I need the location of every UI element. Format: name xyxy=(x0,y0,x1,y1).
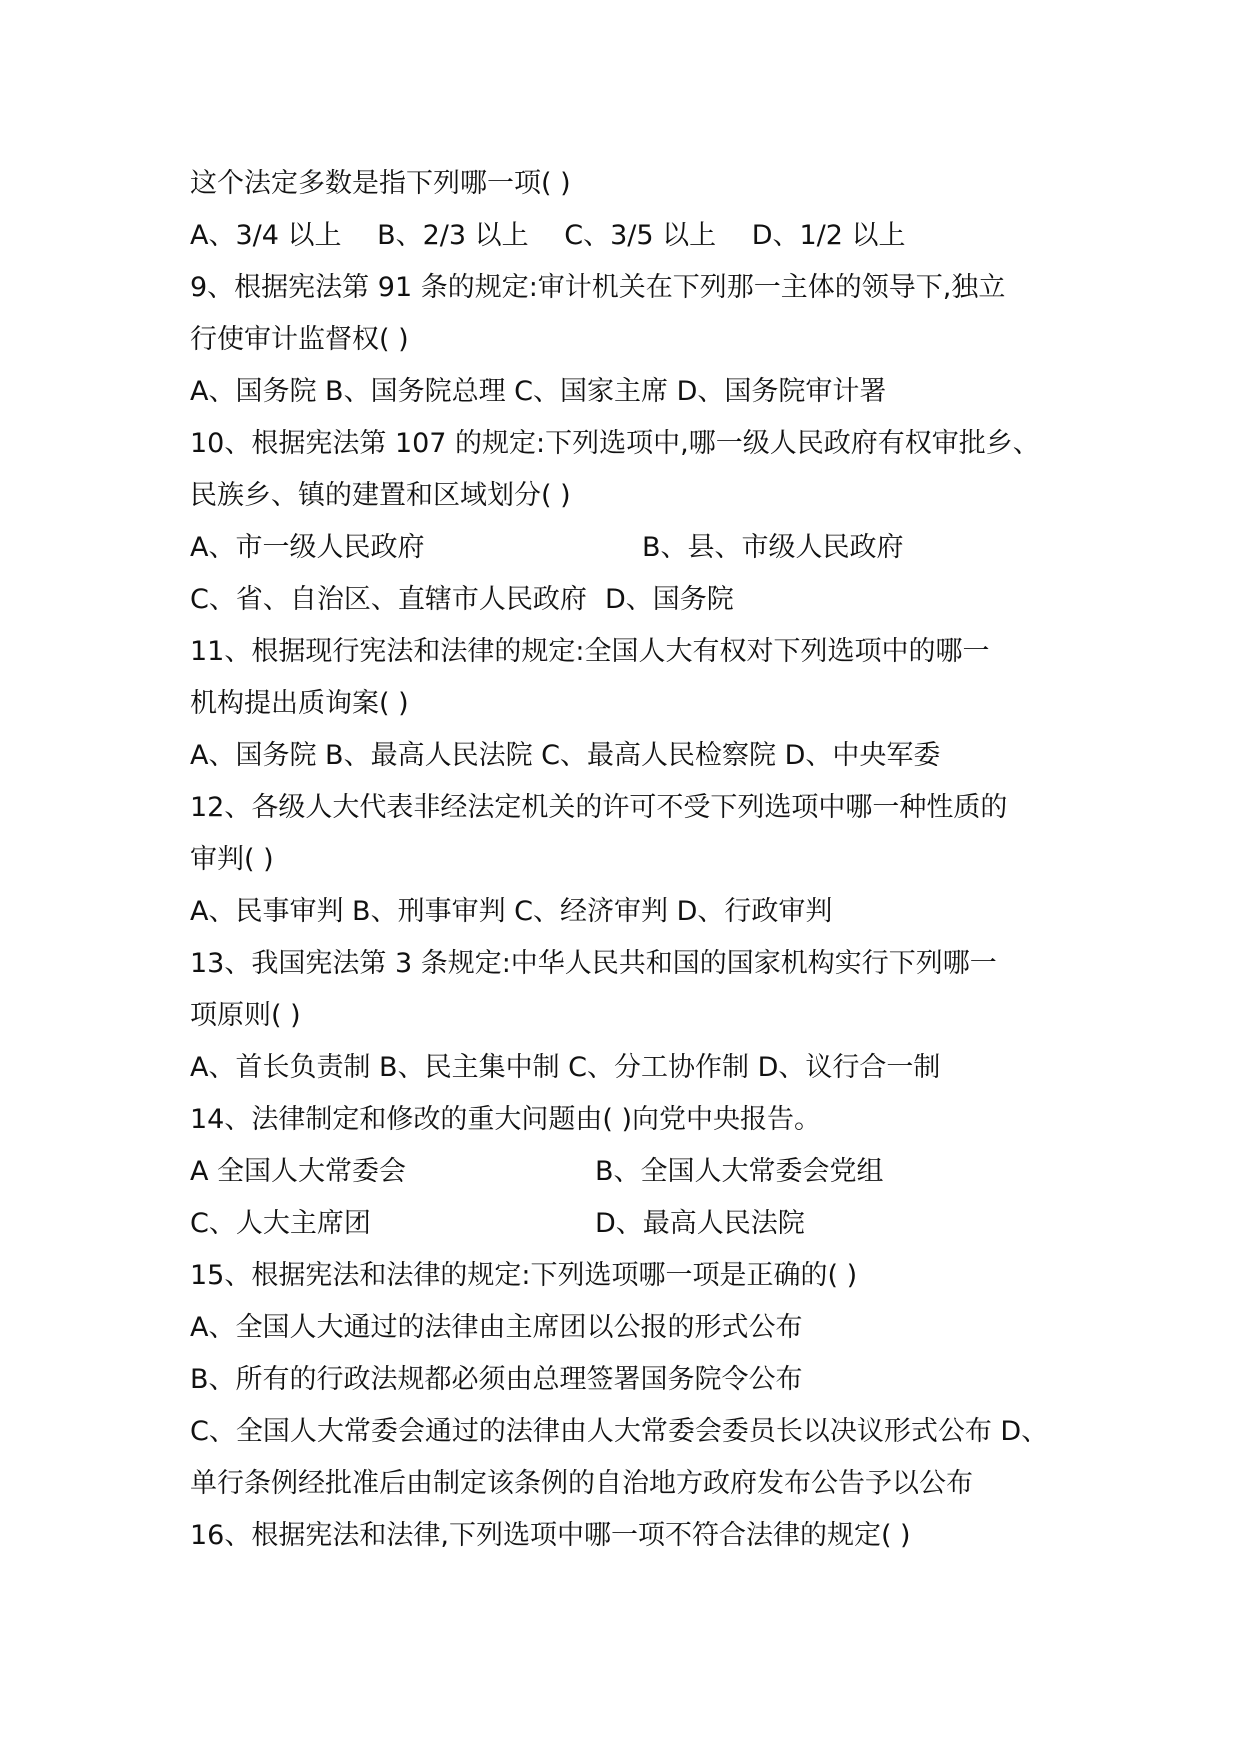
question-10-line-1: 10、根据宪法第 107 的规定:下列选项中,哪一级人民政府有权审批乡、 xyxy=(190,428,1040,459)
question-13-line-2: 项原则( ) xyxy=(190,1000,301,1031)
question-9-line-2: 行使审计监督权( ) xyxy=(190,324,409,355)
question-10-line-2: 民族乡、镇的建置和区域划分( ) xyxy=(190,480,571,511)
page-content xyxy=(190,158,1090,1562)
answer-options-line: A、民事审判 B、刑事审判 C、经济审判 D、行政审判 xyxy=(190,896,833,927)
answer-option-a: A、全国人大通过的法律由主席团以公报的形式公布 xyxy=(190,1312,803,1343)
question-12-line-1: 12、各级人大代表非经法定机关的许可不受下列选项中哪一种性质的 xyxy=(190,792,1008,823)
question-11-line-2: 机构提出质询案( ) xyxy=(190,688,409,719)
text-line: 这个法定多数是指下列哪一项( ) xyxy=(190,168,571,199)
answer-options-line: A、3/4 以上 B、2/3 以上 C、3/5 以上 D、1/2 以上 xyxy=(190,220,906,251)
option-b: B、县、市级人民政府 xyxy=(642,532,904,563)
question-9-line-1: 9、根据宪法第 91 条的规定:审计机关在下列那一主体的领导下,独立 xyxy=(190,272,1006,303)
option-c: C、人大主席团 xyxy=(190,1208,371,1239)
answer-option-b: B、所有的行政法规都必须由总理签署国务院令公布 xyxy=(190,1364,803,1395)
answer-options-line: A、国务院 B、国务院总理 C、国家主席 D、国务院审计署 xyxy=(190,376,887,407)
answer-option-d-cont: 单行条例经批准后由制定该条例的自治地方政府发布公告予以公布 xyxy=(190,1468,973,1499)
answer-options-row xyxy=(190,522,1090,574)
answer-options-row xyxy=(190,1146,1090,1198)
question-12-line-2: 审判( ) xyxy=(190,844,274,875)
question-16-line: 16、根据宪法和法律,下列选项中哪一项不符合法律的规定( ) xyxy=(190,1520,911,1551)
question-14-line: 14、法律制定和修改的重大问题由( )向党中央报告。 xyxy=(190,1104,822,1135)
answer-options-row xyxy=(190,1198,1090,1250)
option-a: A 全国人大常委会 xyxy=(190,1156,407,1187)
option-a: A、市一级人民政府 xyxy=(190,532,425,563)
answer-option-c-d: C、全国人大常委会通过的法律由人大常委会委员长以决议形式公布 D、 xyxy=(190,1416,1049,1447)
option-c: C、省、自治区、直辖市人民政府 xyxy=(190,584,587,615)
option-d: D、最高人民法院 xyxy=(595,1208,805,1239)
question-13-line-1: 13、我国宪法第 3 条规定:中华人民共和国的国家机构实行下列哪一 xyxy=(190,948,997,979)
answer-options-line: A、国务院 B、最高人民法院 C、最高人民检察院 D、中央军委 xyxy=(190,740,941,771)
question-15-line: 15、根据宪法和法律的规定:下列选项哪一项是正确的( ) xyxy=(190,1260,858,1291)
question-11-line-1: 11、根据现行宪法和法律的规定:全国人大有权对下列选项中的哪一 xyxy=(190,636,990,667)
answer-options-line: A、首长负责制 B、民主集中制 C、分工协作制 D、议行合一制 xyxy=(190,1052,941,1083)
option-b: B、全国人大常委会党组 xyxy=(595,1156,884,1187)
answer-options-row xyxy=(190,574,1090,626)
option-d: D、国务院 xyxy=(605,584,734,615)
